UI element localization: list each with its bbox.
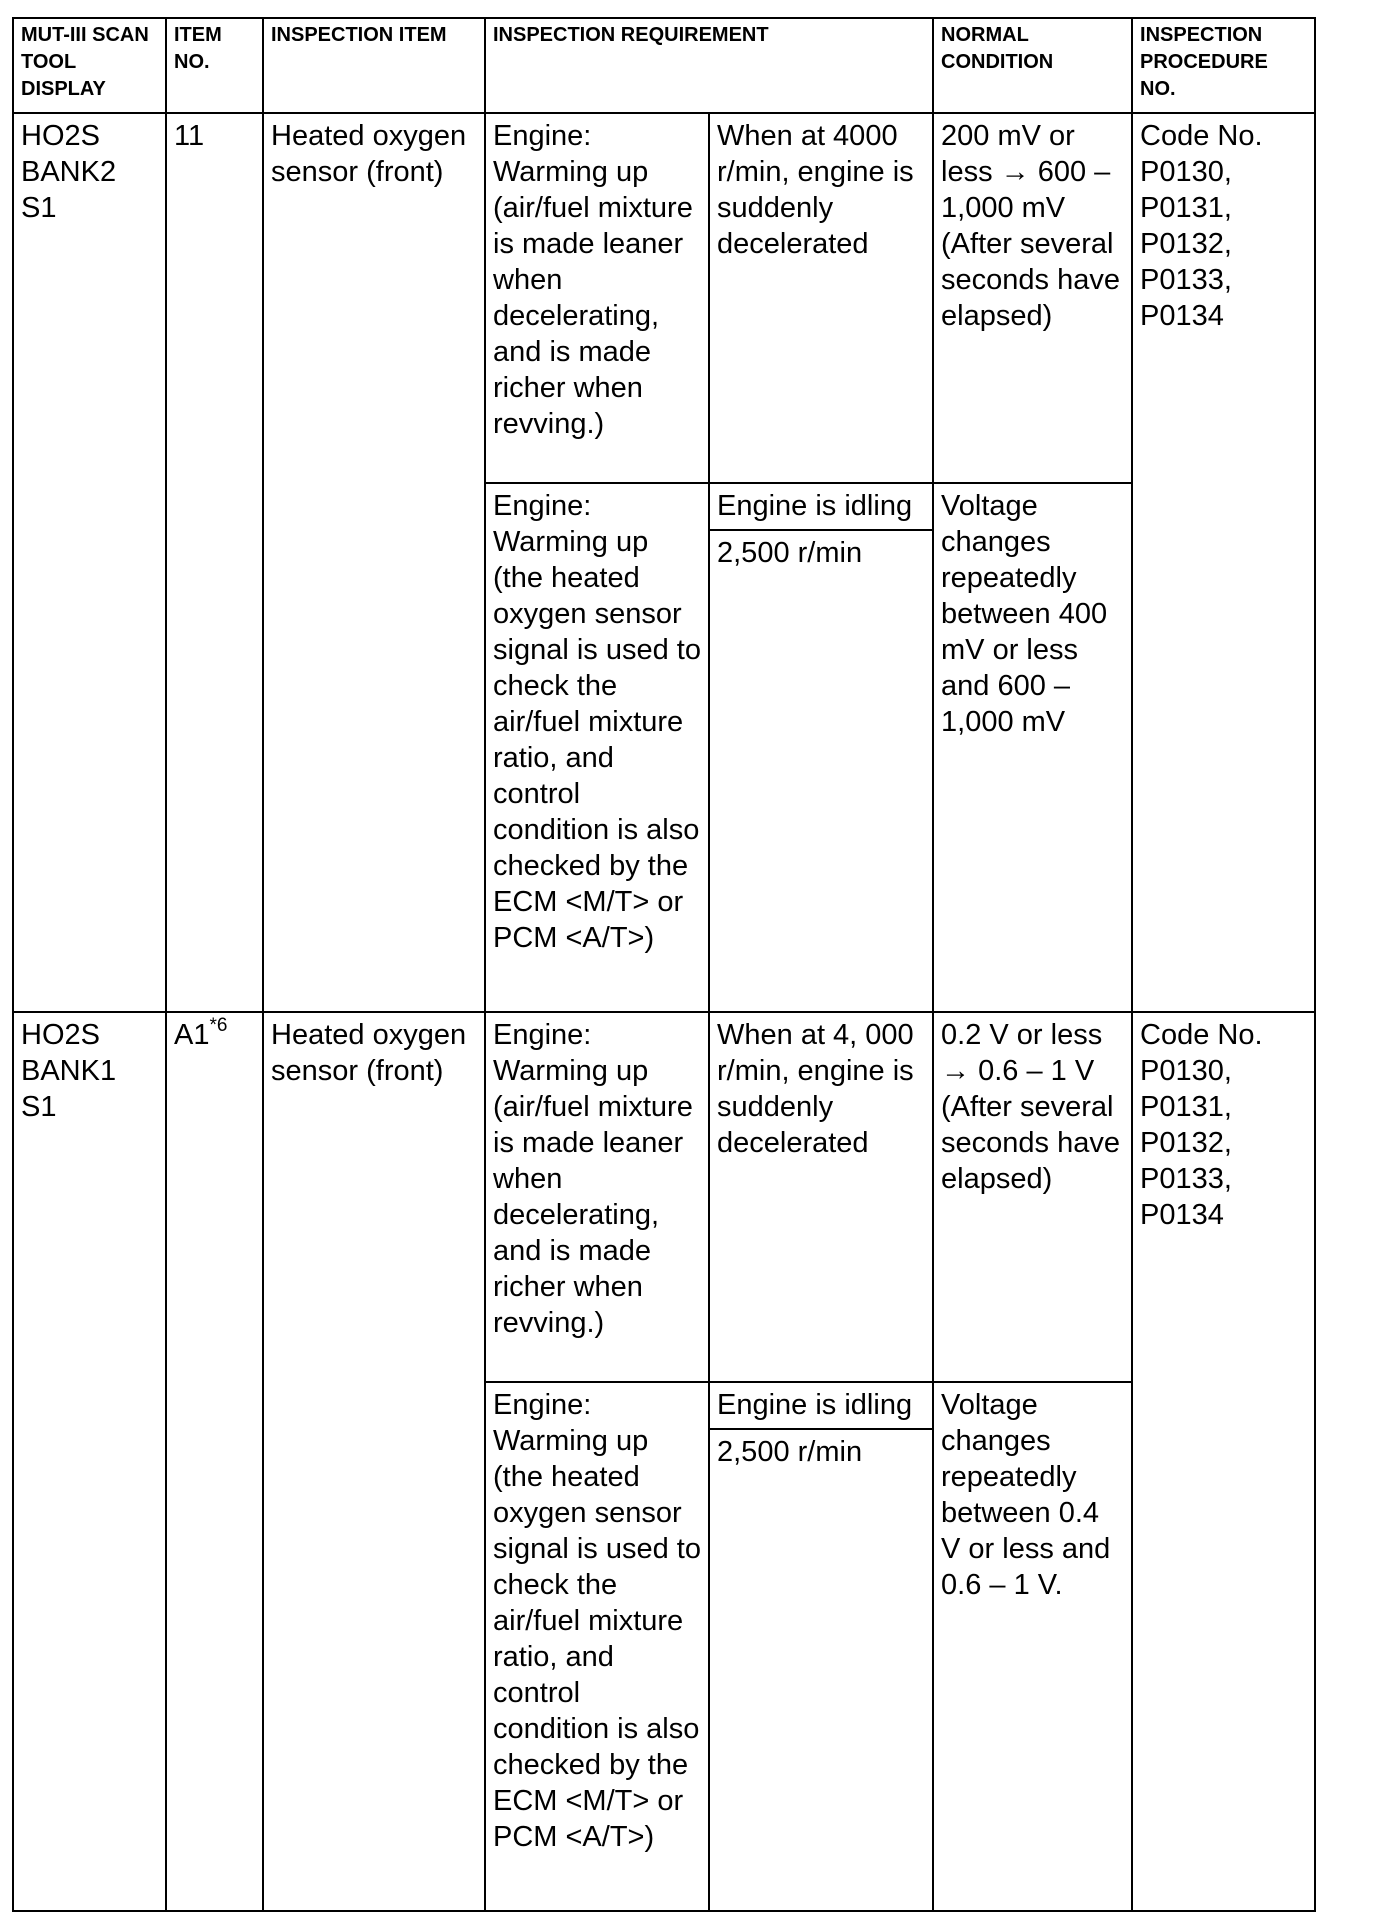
item-no-cell [166, 1012, 263, 1911]
requirement-detail-cell: 2,500 r/min [709, 530, 933, 1012]
item-no-cell [166, 113, 263, 1012]
requirement-condition-cell: Engine: Warming up (the heated oxygen sensor signal is used to check the air/fuel mixture ratio, and control condition is also checked by the ECM <M/T> or PCM <A/T>) [485, 1382, 709, 1911]
item-no: 11 [174, 120, 205, 152]
inspection-item-cell: Heated oxygen sensor (front) [263, 113, 485, 1012]
display-cell: HO2S BANK2 S1 [13, 113, 166, 1012]
header-row [13, 18, 1315, 113]
normal-condition-cell: 200 mV or less → 600 – 1,000 mV (After several seconds have elapsed) [933, 113, 1132, 483]
table-row [13, 113, 1315, 483]
normal-condition-cell: Voltage changes repeatedly between 400 mV or less and 600 – 1,000 mV [933, 483, 1132, 1012]
requirement-condition-cell: Engine: Warming up (air/fuel mixture is made leaner when decelerating, and is made richer when revving.) [485, 113, 709, 483]
procedure-cell: Code No. P0130, P0131, P0132, P0133, P0134 [1132, 1012, 1315, 1911]
inspection-table [12, 17, 1316, 1912]
requirement-detail-cell: 2,500 r/min [709, 1429, 933, 1911]
normal-condition-cell: Voltage changes repeatedly between 0.4 V or less and 0.6 – 1 V. [933, 1382, 1132, 1911]
header-normal-condition: NORMAL CONDITION [933, 18, 1132, 113]
requirement-condition-cell: Engine: Warming up (air/fuel mixture is made leaner when decelerating, and is made richer when revving.) [485, 1012, 709, 1382]
item-no: A1 [174, 1019, 210, 1051]
requirement-detail-cell: When at 4, 000 r/min, engine is suddenly decelerated [709, 1012, 933, 1382]
display-cell: HO2S BANK1 S1 [13, 1012, 166, 1911]
header-display: MUT-III SCAN TOOL DISPLAY [13, 18, 166, 113]
item-no-note: *6 [209, 1015, 228, 1036]
requirement-detail-cell: Engine is idling [709, 483, 933, 530]
header-inspection-item: INSPECTION ITEM [263, 18, 485, 113]
requirement-detail-cell: When at 4000 r/min, engine is suddenly decelerated [709, 113, 933, 483]
requirement-detail-cell: Engine is idling [709, 1382, 933, 1429]
requirement-condition-cell: Engine: Warming up (the heated oxygen sensor signal is used to check the air/fuel mixture ratio, and control condition is also checked by the ECM <M/T> or PCM <A/T>) [485, 483, 709, 1012]
header-item-no: ITEM NO. [166, 18, 263, 113]
header-inspection-requirement: INSPECTION REQUIREMENT [485, 18, 933, 113]
procedure-cell: Code No. P0130, P0131, P0132, P0133, P0134 [1132, 113, 1315, 1012]
inspection-item-cell: Heated oxygen sensor (front) [263, 1012, 485, 1911]
normal-condition-cell: 0.2 V or less → 0.6 – 1 V (After several seconds have elapsed) [933, 1012, 1132, 1382]
table-row [13, 1012, 1315, 1382]
header-procedure-no: INSPECTION PROCEDURE NO. [1132, 18, 1315, 113]
